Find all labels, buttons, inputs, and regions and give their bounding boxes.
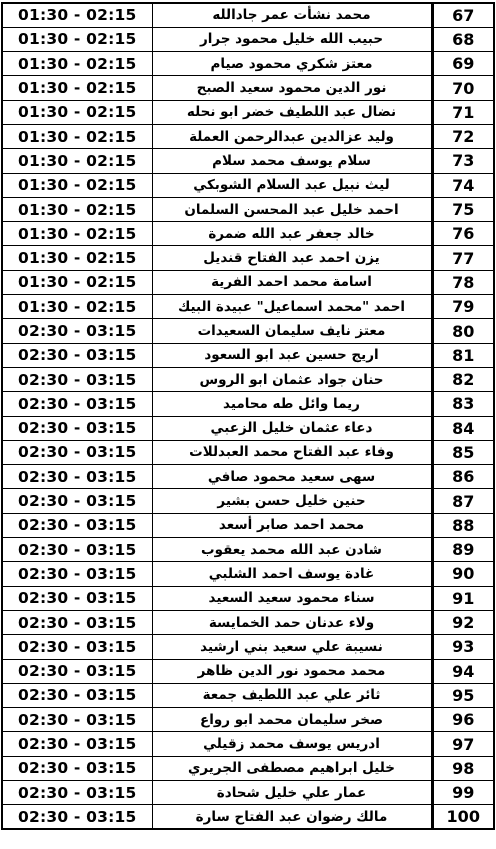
time-slot-cell: 02:30 - 03:15 (2, 343, 152, 367)
table-row (2, 538, 494, 562)
student-name-cell: حبيب الله خليل محمود جرار (152, 27, 432, 51)
student-name-cell: يزن احمد عبد الفتاح قنديل (152, 246, 432, 270)
time-slot-cell: 02:30 - 03:15 (2, 708, 152, 732)
time-slot-cell: 02:30 - 03:15 (2, 392, 152, 416)
table-row (2, 76, 494, 100)
table-row (2, 295, 494, 319)
student-name-cell: نضال عبد اللطيف خضر ابو نحله (152, 100, 432, 124)
row-number-cell: 89 (432, 538, 494, 562)
student-name-cell: حنان جواد عثمان ابو الروس (152, 367, 432, 391)
student-name-cell: عمار علي خليل شحادة (152, 781, 432, 805)
time-slot-cell: 02:30 - 03:15 (2, 732, 152, 756)
time-slot-cell: 01:30 - 02:15 (2, 52, 152, 76)
time-slot-cell: 02:30 - 03:15 (2, 465, 152, 489)
time-slot-cell: 02:30 - 03:15 (2, 635, 152, 659)
student-name-cell: دعاء عثمان خليل الزعبي (152, 416, 432, 440)
student-name-cell: احمد خليل عبد المحسن السلمان (152, 197, 432, 221)
row-number-cell: 67 (432, 3, 494, 27)
table-row (2, 149, 494, 173)
row-number-cell: 79 (432, 295, 494, 319)
schedule-table-body (2, 3, 494, 829)
table-row (2, 805, 494, 829)
time-slot-cell: 02:30 - 03:15 (2, 610, 152, 634)
row-number-cell: 76 (432, 222, 494, 246)
student-name-cell: معتز نايف سليمان السعيدات (152, 319, 432, 343)
student-name-cell: ادريس يوسف محمد زقيلي (152, 732, 432, 756)
table-row (2, 781, 494, 805)
time-slot-cell: 02:30 - 03:15 (2, 416, 152, 440)
row-number-cell: 94 (432, 659, 494, 683)
table-row (2, 440, 494, 464)
row-number-cell: 84 (432, 416, 494, 440)
time-slot-cell: 02:30 - 03:15 (2, 489, 152, 513)
table-row (2, 683, 494, 707)
student-name-cell: شادن عبد الله محمد يعقوب (152, 538, 432, 562)
student-name-cell: وليد عزالدين عبدالرحمن العملة (152, 124, 432, 148)
table-row (2, 416, 494, 440)
student-name-cell: اسامة محمد احمد الفرية (152, 270, 432, 294)
table-row (2, 343, 494, 367)
time-slot-cell: 02:30 - 03:15 (2, 756, 152, 780)
student-name-cell: احمد "محمد اسماعيل" عبيدة البيك (152, 295, 432, 319)
student-name-cell: نسيبة علي سعيد بني ارشيد (152, 635, 432, 659)
time-slot-cell: 02:30 - 03:15 (2, 586, 152, 610)
time-slot-cell: 02:30 - 03:15 (2, 319, 152, 343)
time-slot-cell: 01:30 - 02:15 (2, 3, 152, 27)
table-row (2, 319, 494, 343)
row-number-cell: 93 (432, 635, 494, 659)
time-slot-cell: 02:30 - 03:15 (2, 562, 152, 586)
table-row (2, 3, 494, 27)
student-name-cell: ثائر علي عبد اللطيف جمعة (152, 683, 432, 707)
row-number-cell: 81 (432, 343, 494, 367)
schedule-table (1, 2, 495, 830)
row-number-cell: 99 (432, 781, 494, 805)
table-row (2, 586, 494, 610)
table-row (2, 367, 494, 391)
student-name-cell: ولاء عدنان حمد الخمايسة (152, 610, 432, 634)
row-number-cell: 90 (432, 562, 494, 586)
table-row (2, 659, 494, 683)
table-row (2, 197, 494, 221)
student-name-cell: صخر سليمان محمد ابو رواع (152, 708, 432, 732)
row-number-cell: 74 (432, 173, 494, 197)
row-number-cell: 97 (432, 732, 494, 756)
row-number-cell: 70 (432, 76, 494, 100)
student-name-cell: اريج حسين عبد ابو السعود (152, 343, 432, 367)
row-number-cell: 73 (432, 149, 494, 173)
row-number-cell: 69 (432, 52, 494, 76)
student-name-cell: حنين خليل حسن بشير (152, 489, 432, 513)
row-number-cell: 95 (432, 683, 494, 707)
student-name-cell: سناء محمود سعيد السعيد (152, 586, 432, 610)
table-row (2, 124, 494, 148)
table-row (2, 708, 494, 732)
student-name-cell: محمد نشأت عمر جادالله (152, 3, 432, 27)
student-name-cell: سهى سعيد محمود صافي (152, 465, 432, 489)
student-name-cell: محمد محمود نور الدين ظاهر (152, 659, 432, 683)
student-name-cell: نور الدين محمود سعيد الصبح (152, 76, 432, 100)
row-number-cell: 72 (432, 124, 494, 148)
row-number-cell: 92 (432, 610, 494, 634)
time-slot-cell: 02:30 - 03:15 (2, 538, 152, 562)
time-slot-cell: 01:30 - 02:15 (2, 124, 152, 148)
row-number-cell: 87 (432, 489, 494, 513)
table-row (2, 756, 494, 780)
row-number-cell: 83 (432, 392, 494, 416)
student-name-cell: ريما وائل طه محاميد (152, 392, 432, 416)
table-row (2, 392, 494, 416)
student-name-cell: معتز شكري محمود صيام (152, 52, 432, 76)
table-row (2, 610, 494, 634)
table-row (2, 222, 494, 246)
time-slot-cell: 02:30 - 03:15 (2, 513, 152, 537)
time-slot-cell: 01:30 - 02:15 (2, 173, 152, 197)
row-number-cell: 96 (432, 708, 494, 732)
time-slot-cell: 02:30 - 03:15 (2, 440, 152, 464)
table-row (2, 270, 494, 294)
student-name-cell: خالد جعفر عبد الله ضمرة (152, 222, 432, 246)
row-number-cell: 88 (432, 513, 494, 537)
student-name-cell: ليث نبيل عبد السلام الشوبكي (152, 173, 432, 197)
time-slot-cell: 01:30 - 02:15 (2, 149, 152, 173)
table-row (2, 489, 494, 513)
table-row (2, 635, 494, 659)
student-name-cell: وفاء عبد الفتاح محمد العبدللات (152, 440, 432, 464)
time-slot-cell: 02:30 - 03:15 (2, 805, 152, 829)
table-row (2, 246, 494, 270)
time-slot-cell: 01:30 - 02:15 (2, 100, 152, 124)
time-slot-cell: 01:30 - 02:15 (2, 222, 152, 246)
student-name-cell: مالك رضوان عبد الفتاح سارة (152, 805, 432, 829)
time-slot-cell: 01:30 - 02:15 (2, 270, 152, 294)
row-number-cell: 68 (432, 27, 494, 51)
student-name-cell: خليل ابراهيم مصطفى الجريري (152, 756, 432, 780)
row-number-cell: 71 (432, 100, 494, 124)
student-name-cell: سلام يوسف محمد سلام (152, 149, 432, 173)
time-slot-cell: 01:30 - 02:15 (2, 246, 152, 270)
table-row (2, 27, 494, 51)
table-row (2, 465, 494, 489)
row-number-cell: 91 (432, 586, 494, 610)
table-row (2, 513, 494, 537)
row-number-cell: 86 (432, 465, 494, 489)
table-row (2, 100, 494, 124)
table-row (2, 732, 494, 756)
student-name-cell: محمد احمد صابر أسعد (152, 513, 432, 537)
row-number-cell: 82 (432, 367, 494, 391)
time-slot-cell: 01:30 - 02:15 (2, 295, 152, 319)
time-slot-cell: 02:30 - 03:15 (2, 659, 152, 683)
row-number-cell: 85 (432, 440, 494, 464)
row-number-cell: 80 (432, 319, 494, 343)
time-slot-cell: 01:30 - 02:15 (2, 197, 152, 221)
row-number-cell: 100 (432, 805, 494, 829)
table-row (2, 52, 494, 76)
time-slot-cell: 01:30 - 02:15 (2, 76, 152, 100)
time-slot-cell: 02:30 - 03:15 (2, 781, 152, 805)
row-number-cell: 98 (432, 756, 494, 780)
table-row (2, 562, 494, 586)
time-slot-cell: 02:30 - 03:15 (2, 367, 152, 391)
table-row (2, 173, 494, 197)
time-slot-cell: 02:30 - 03:15 (2, 683, 152, 707)
row-number-cell: 75 (432, 197, 494, 221)
time-slot-cell: 01:30 - 02:15 (2, 27, 152, 51)
row-number-cell: 78 (432, 270, 494, 294)
student-name-cell: غادة يوسف احمد الشلبي (152, 562, 432, 586)
row-number-cell: 77 (432, 246, 494, 270)
